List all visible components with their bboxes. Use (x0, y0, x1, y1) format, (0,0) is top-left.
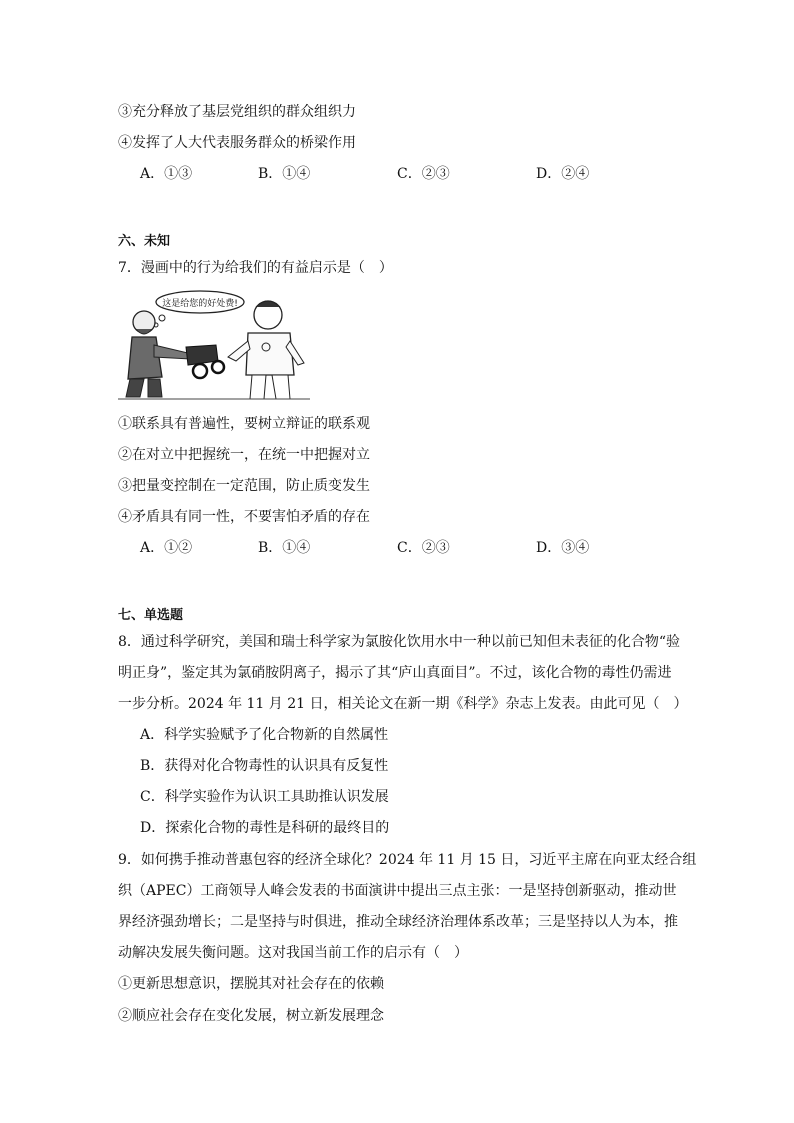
q8-line-2: 明正身”，鉴定其为氯硝胺阴离子，揭示了其“庐山真面目”。不过，该化合物的毒性仍需进 (118, 665, 672, 681)
q7-statement-1: ①联系具有普遍性，要树立辩证的联系观 (118, 416, 370, 432)
option-c[interactable]: C．②③ (397, 166, 450, 182)
q7-statement-4: ④矛盾具有同一性，不要害怕矛盾的存在 (118, 509, 370, 525)
section-title-6: 六、未知 (118, 234, 171, 249)
option-b[interactable]: B．①④ (258, 166, 311, 182)
bubble-text: 这是给您的好处费! (162, 299, 238, 309)
statement-3: ③充分释放了基层党组织的群众组织力 (118, 104, 356, 120)
statement-4: ④发挥了人大代表服务群众的桥梁作用 (118, 135, 356, 151)
q7-option-b[interactable]: B．①④ (258, 540, 311, 556)
q7-option-a[interactable]: A．①② (140, 540, 193, 556)
q8-option-a[interactable]: A．科学实验赋予了化合物新的自然属性 (140, 727, 389, 743)
section-title-7: 七、单选题 (118, 608, 184, 623)
q7-option-d[interactable]: D．③④ (536, 540, 590, 556)
q8-line-3: 一步分析。2024 年 11 月 21 日，相关论文在新一期《科学》杂志上发表。由此可见（ ） (118, 696, 688, 712)
q9-line-3: 界经济强劲增长；二是坚持与时俱进，推动全球经济治理体系改革；三是坚持以人为本，推 (118, 914, 678, 930)
q9-line-1: 9．如何携手推动普惠包容的经济全球化？2024 年 11 月 15 日，习近平主席在向亚太经合组 (118, 852, 697, 868)
q8-option-c[interactable]: C．科学实验作为认识工具助推认识发展 (140, 789, 389, 805)
q9-line-2: 织（APEC）工商领导人峰会发表的书面演讲中提出三点主张：一是坚持创新驱动，推动世 (118, 883, 677, 899)
q9-statement-2: ②顺应社会存在变化发展，树立新发展理念 (118, 1008, 384, 1024)
q8-option-d[interactable]: D．探索化合物的毒性是科研的最终目的 (140, 820, 390, 836)
q9-statement-1: ①更新思想意识，摆脱其对社会存在的依赖 (118, 976, 384, 992)
cartoon-image (118, 287, 310, 401)
q8-line-1: 8．通过科学研究，美国和瑞士科学家为氯胺化饮用水中一种以前已知但未表征的化合物“验 (118, 634, 681, 650)
q9-line-4: 动解决发展失衡问题。这对我国当前工作的启示有（ ） (118, 945, 468, 961)
q7-option-c[interactable]: C．②③ (397, 540, 450, 556)
question-7-stem: 7．漫画中的行为给我们的有益启示是（ ） (118, 260, 393, 276)
q8-option-b[interactable]: B．获得对化合物毒性的认识具有反复性 (140, 758, 389, 774)
q7-statement-2: ②在对立中把握统一，在统一中把握对立 (118, 447, 370, 463)
q7-statement-3: ③把量变控制在一定范围，防止质变发生 (118, 478, 370, 494)
option-a[interactable]: A．①③ (140, 166, 193, 182)
option-d[interactable]: D．②④ (536, 166, 590, 182)
